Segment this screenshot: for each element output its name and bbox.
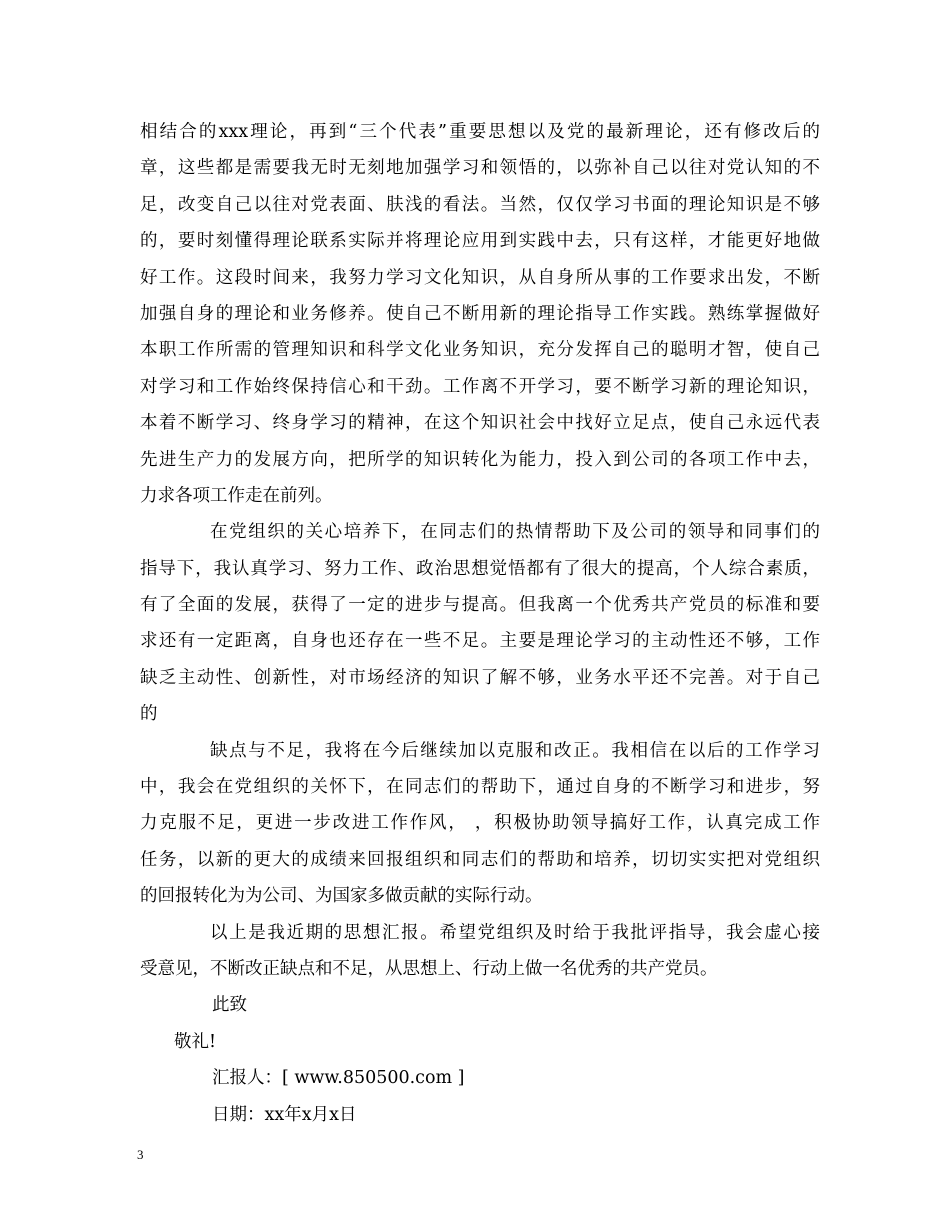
text-line: 缺点与不足，我将在今后继续加以克服和改正。我相信在以后的工作学习 bbox=[210, 740, 820, 761]
text-line: 有了全面的发展，获得了一定的进步与提高。但我离一个优秀共产党员的标准和要 bbox=[140, 595, 820, 616]
text-line: 的，要时刻懂得理论联系实际并将理论应用到实践中去，只有这样，才能更好地做 bbox=[140, 231, 820, 252]
text-line: 相结合的xxx理论，再到“三个代表”重要思想以及党的最新理论，还有修改后的 bbox=[140, 122, 820, 142]
text-line: 在党组织的关心培养下，在同志们的热情帮助下及公司的领导和同事们的 bbox=[210, 522, 820, 543]
text-line: 对学习和工作始终保持信心和干劲。工作离不开学习，要不断学习新的理论知识， bbox=[140, 376, 820, 397]
text-line: 足，改变自己以往对党表面、肤浅的看法。当然，仅仅学习书面的理论知识是不够 bbox=[140, 194, 820, 215]
text-line: 好工作。这段时间来，我努力学习文化知识，从自身所从事的工作要求出发，不断 bbox=[140, 267, 820, 288]
text-line: 加强自身的理论和业务修养。使自己不断用新的理论指导工作实践。熟练掌握做好 bbox=[140, 303, 820, 324]
text-line: 中，我会在党组织的关怀下，在同志们的帮助下，通过自身的不断学习和进步，努 bbox=[140, 777, 820, 798]
page-number: 3 bbox=[137, 1147, 144, 1162]
text-line: 任务，以新的更大的成绩来回报组织和同志们的帮助和培养，切切实实把对党组织 bbox=[140, 849, 820, 870]
text-line: 受意见，不断改正缺点和不足，从思想上、行动上做一名优秀的共产党员。 bbox=[140, 958, 718, 979]
text-line: 的 bbox=[140, 704, 158, 725]
closing-greeting: 敬礼! bbox=[174, 1031, 217, 1052]
reporter-line: 汇报人：[ www.850500.com ] bbox=[212, 1068, 465, 1089]
text-line: 本着不断学习、终身学习的精神，在这个知识社会中找好立足点，使自己永远代表 bbox=[140, 413, 820, 434]
text-line: 求还有一定距离，自身也还存在一些不足。主要是理论学习的主动性还不够，工作 bbox=[140, 631, 820, 652]
text-line: 以上是我近期的思想汇报。希望党组织及时给于我批评指导，我会虚心接 bbox=[210, 922, 820, 943]
text-line: 指导下，我认真学习、努力工作、政治思想觉悟都有了很大的提高，个人综合素质， bbox=[140, 558, 820, 579]
text-line: 先进生产力的发展方向，把所学的知识转化为能力，投入到公司的各项工作中去， bbox=[140, 449, 820, 470]
document-body bbox=[140, 114, 820, 1133]
text-line: 力克服不足，更进一步改进工作作风， ，积极协助领导搞好工作，认真完成工作 bbox=[140, 813, 820, 834]
text-line: 章，这些都是需要我无时无刻地加强学习和领悟的，以弥补自己以往对党认知的不 bbox=[140, 158, 820, 179]
text-line: 本职工作所需的管理知识和科学文化业务知识，充分发挥自己的聪明才智，使自己 bbox=[140, 340, 820, 361]
text-line: 缺乏主动性、创新性，对市场经济的知识了解不够，业务水平还不完善。对于自己 bbox=[140, 667, 820, 688]
text-line: 的回报转化为为公司、为国家多做贡献的实际行动。 bbox=[140, 886, 543, 907]
closing-salutation: 此致 bbox=[212, 995, 247, 1016]
text-line: 力求各项工作走在前列。 bbox=[140, 485, 333, 506]
date-line: 日期：xx年x月x日 bbox=[212, 1104, 357, 1125]
